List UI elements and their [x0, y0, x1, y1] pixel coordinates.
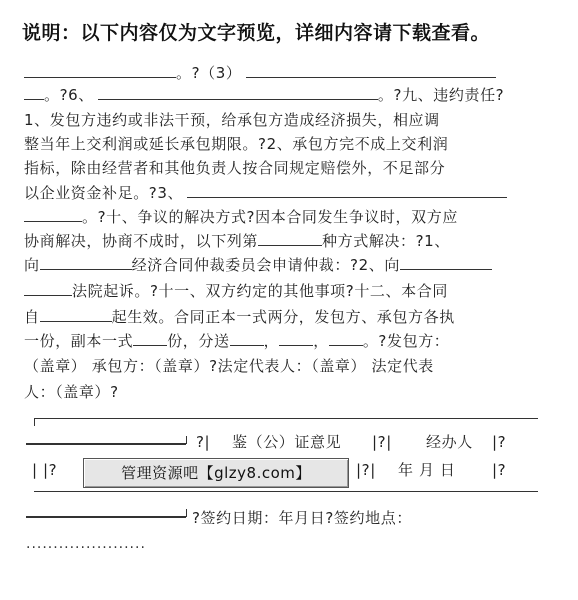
body-line-2 [24, 84, 504, 105]
body-line-12 [24, 330, 449, 351]
table-row2-end: |? [492, 461, 507, 479]
table-label-handler: 经办人 [426, 433, 473, 451]
blank-underline [24, 62, 176, 78]
text-segment: 1、发包方违约或非法干预，给承包方造成经济损失，相应调 [24, 111, 440, 129]
table-bottom-rule [34, 491, 538, 492]
table-row1-separator: ?| [196, 433, 211, 451]
table-row2-separator: |?| [356, 461, 376, 479]
body-line-6 [24, 182, 507, 203]
sign-rule-tick [186, 509, 187, 517]
sign-rule [26, 516, 186, 518]
blank-underline [24, 84, 44, 100]
blank-underline [40, 254, 132, 270]
table-corner-line [34, 418, 35, 426]
table-row1-separator: |?| [372, 433, 392, 451]
table-top-rule [34, 418, 538, 419]
site-watermark-stamp: 管理资源吧【glzy8.com】 [83, 458, 349, 488]
table-row1-tick [186, 436, 187, 444]
blank-underline [40, 306, 112, 322]
text-segment: ， [313, 332, 329, 350]
blank-underline [24, 206, 82, 222]
text-segment: 。?九、违约责任? [377, 86, 505, 104]
table-date-field: 年 月 日 [398, 461, 456, 479]
text-segment: 起生效。合同正本一式两分，发包方、承包方各执 [111, 308, 455, 326]
blank-underline [230, 330, 264, 346]
text-segment: 份，分送 [167, 332, 230, 350]
body-line-5 [24, 158, 445, 178]
text-segment: 人：（盖章）? [24, 383, 119, 401]
text-segment: 指标，除由经营者和其他负责人按合同规定赔偿外，不足部分 [24, 159, 446, 177]
text-segment: 种方式解决：?1、 [322, 232, 450, 250]
blank-underline [246, 62, 496, 78]
signing-date-and-place: ?签约日期：年月日?签约地点： [192, 509, 412, 527]
body-line-8 [24, 230, 450, 251]
text-segment: 以企业资金补足。?3、 [24, 184, 184, 202]
table-label-notary-opinion: 鉴（公）证意见 [232, 433, 342, 451]
blank-underline [279, 330, 313, 346]
table-row2-start: | |? [32, 461, 58, 479]
table-row1-end: |? [492, 433, 507, 451]
dotted-leader: ······················ [26, 540, 146, 556]
blank-underline [258, 230, 322, 246]
body-line-13 [24, 356, 434, 376]
text-segment: 协商解决，协商不成时，以下列第 [24, 232, 259, 250]
text-segment: 经济合同仲裁委员会申请仲裁：?2、向 [131, 256, 400, 274]
body-line-14 [24, 382, 119, 402]
body-line-1 [24, 62, 496, 83]
text-segment: 向 [24, 256, 40, 274]
blank-underline [400, 254, 492, 270]
body-line-4 [24, 134, 448, 154]
blank-underline [24, 280, 72, 296]
text-segment: ， [263, 332, 280, 350]
blank-underline [98, 84, 378, 100]
body-line-7 [24, 206, 458, 227]
blank-underline [187, 182, 507, 198]
table-row1-rule [26, 443, 186, 445]
text-segment: 。?发包方： [362, 332, 450, 350]
blank-underline [329, 330, 363, 346]
body-line-11 [24, 306, 455, 327]
text-segment: 。?十、争议的解决方式?因本合同发生争议时，双方应 [82, 208, 458, 226]
text-segment: 整当年上交利润或延长承包期限。?2、承包方完不成上交利润 [24, 135, 449, 153]
blank-underline [133, 330, 167, 346]
body-line-10 [24, 280, 448, 301]
text-segment: 法院起诉。?十一、双方约定的其他事项?十二、本合同 [72, 282, 448, 300]
text-segment: （盖章） 承包方：（盖章）?法定代表人：（盖章） 法定代表 [24, 357, 434, 375]
text-segment: 一份，副本一式 [24, 332, 134, 350]
preview-notice-heading: 说明：以下内容仅为文字预览，详细内容请下载查看。 [22, 22, 491, 44]
text-segment: 。?（3） [176, 64, 242, 82]
text-segment: 。?6、 [44, 86, 94, 104]
body-line-3 [24, 110, 440, 130]
text-segment: 自 [24, 308, 40, 326]
body-line-9 [24, 254, 492, 275]
